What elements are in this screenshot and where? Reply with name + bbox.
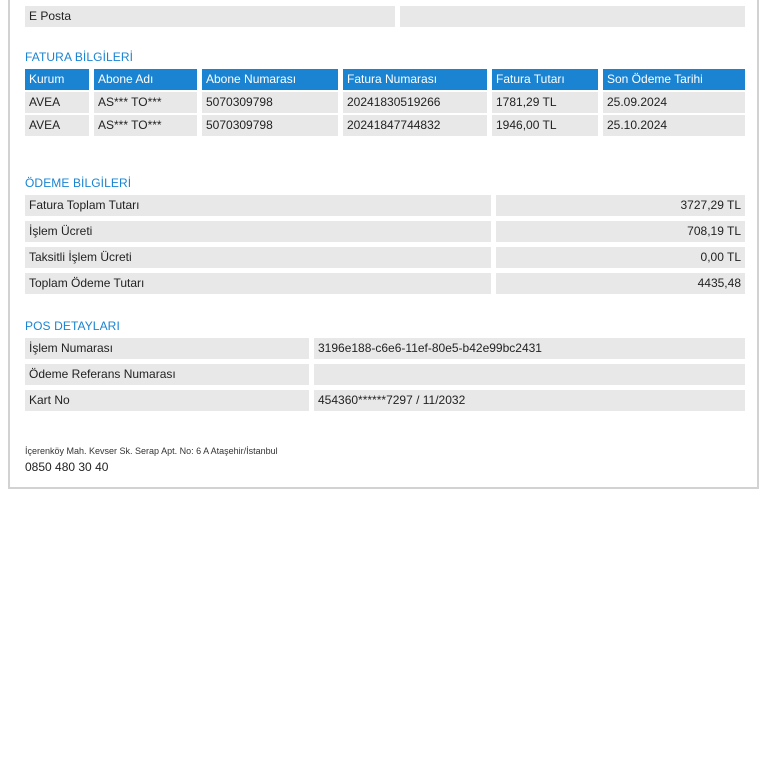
- payment-value: 3727,29 TL: [496, 195, 745, 216]
- payment-row: [25, 221, 745, 242]
- cell-abone-numarasi: 5070309798: [202, 115, 338, 136]
- cell-abone-adi: AS*** TO***: [94, 92, 197, 113]
- cell-fatura-tutari: 1946,00 TL: [492, 115, 598, 136]
- pos-label: Ödeme Referans Numarası: [25, 364, 309, 385]
- payment-row: [25, 247, 745, 268]
- pos-section-title: POS DETAYLARI: [25, 319, 120, 333]
- header-kurum: Kurum: [25, 69, 89, 90]
- footer-phone: 0850 480 30 40: [25, 460, 109, 474]
- pos-label: Kart No: [25, 390, 309, 411]
- email-value: [400, 6, 745, 27]
- cell-kurum: AVEA: [25, 115, 89, 136]
- payment-value: 0,00 TL: [496, 247, 745, 268]
- payment-section-title: ÖDEME BİLGİLERİ: [25, 176, 132, 190]
- header-son-odeme-tarihi: Son Ödeme Tarihi: [603, 69, 745, 90]
- email-label: E Posta: [25, 6, 395, 27]
- table-row: [25, 115, 745, 136]
- payment-label: Toplam Ödeme Tutarı: [25, 273, 491, 294]
- cell-abone-adi: AS*** TO***: [94, 115, 197, 136]
- payment-label: Taksitli İşlem Ücreti: [25, 247, 491, 268]
- receipt-document: [8, 0, 759, 489]
- table-row: [25, 92, 745, 113]
- pos-value: [314, 364, 745, 385]
- footer-address: İçerenköy Mah. Kevser Sk. Serap Apt. No: 6 A Ataşehir/İstanbul: [25, 446, 278, 456]
- pos-row: [25, 338, 745, 359]
- cell-fatura-tutari: 1781,29 TL: [492, 92, 598, 113]
- invoice-section-title: FATURA BİLGİLERİ: [25, 50, 134, 64]
- pos-row: [25, 364, 745, 385]
- payment-label: İşlem Ücreti: [25, 221, 491, 242]
- payment-value: 708,19 TL: [496, 221, 745, 242]
- cell-fatura-numarasi: 20241847744832: [343, 115, 487, 136]
- cell-kurum: AVEA: [25, 92, 89, 113]
- header-fatura-tutari: Fatura Tutarı: [492, 69, 598, 90]
- pos-label: İşlem Numarası: [25, 338, 309, 359]
- payment-row: [25, 195, 745, 216]
- header-fatura-numarasi: Fatura Numarası: [343, 69, 487, 90]
- header-abone-adi: Abone Adı: [94, 69, 197, 90]
- pos-value: 3196e188-c6e6-11ef-80e5-b42e99bc2431: [314, 338, 745, 359]
- cell-son-odeme-tarihi: 25.09.2024: [603, 92, 745, 113]
- invoice-table-header: [25, 69, 745, 90]
- payment-label: Fatura Toplam Tutarı: [25, 195, 491, 216]
- payment-value: 4435,48: [496, 273, 745, 294]
- pos-row: [25, 390, 745, 411]
- email-row: [25, 6, 745, 27]
- cell-abone-numarasi: 5070309798: [202, 92, 338, 113]
- cell-son-odeme-tarihi: 25.10.2024: [603, 115, 745, 136]
- pos-value: 454360******7297 / 11/2032: [314, 390, 745, 411]
- header-abone-numarasi: Abone Numarası: [202, 69, 338, 90]
- cell-fatura-numarasi: 20241830519266: [343, 92, 487, 113]
- payment-row: [25, 273, 745, 294]
